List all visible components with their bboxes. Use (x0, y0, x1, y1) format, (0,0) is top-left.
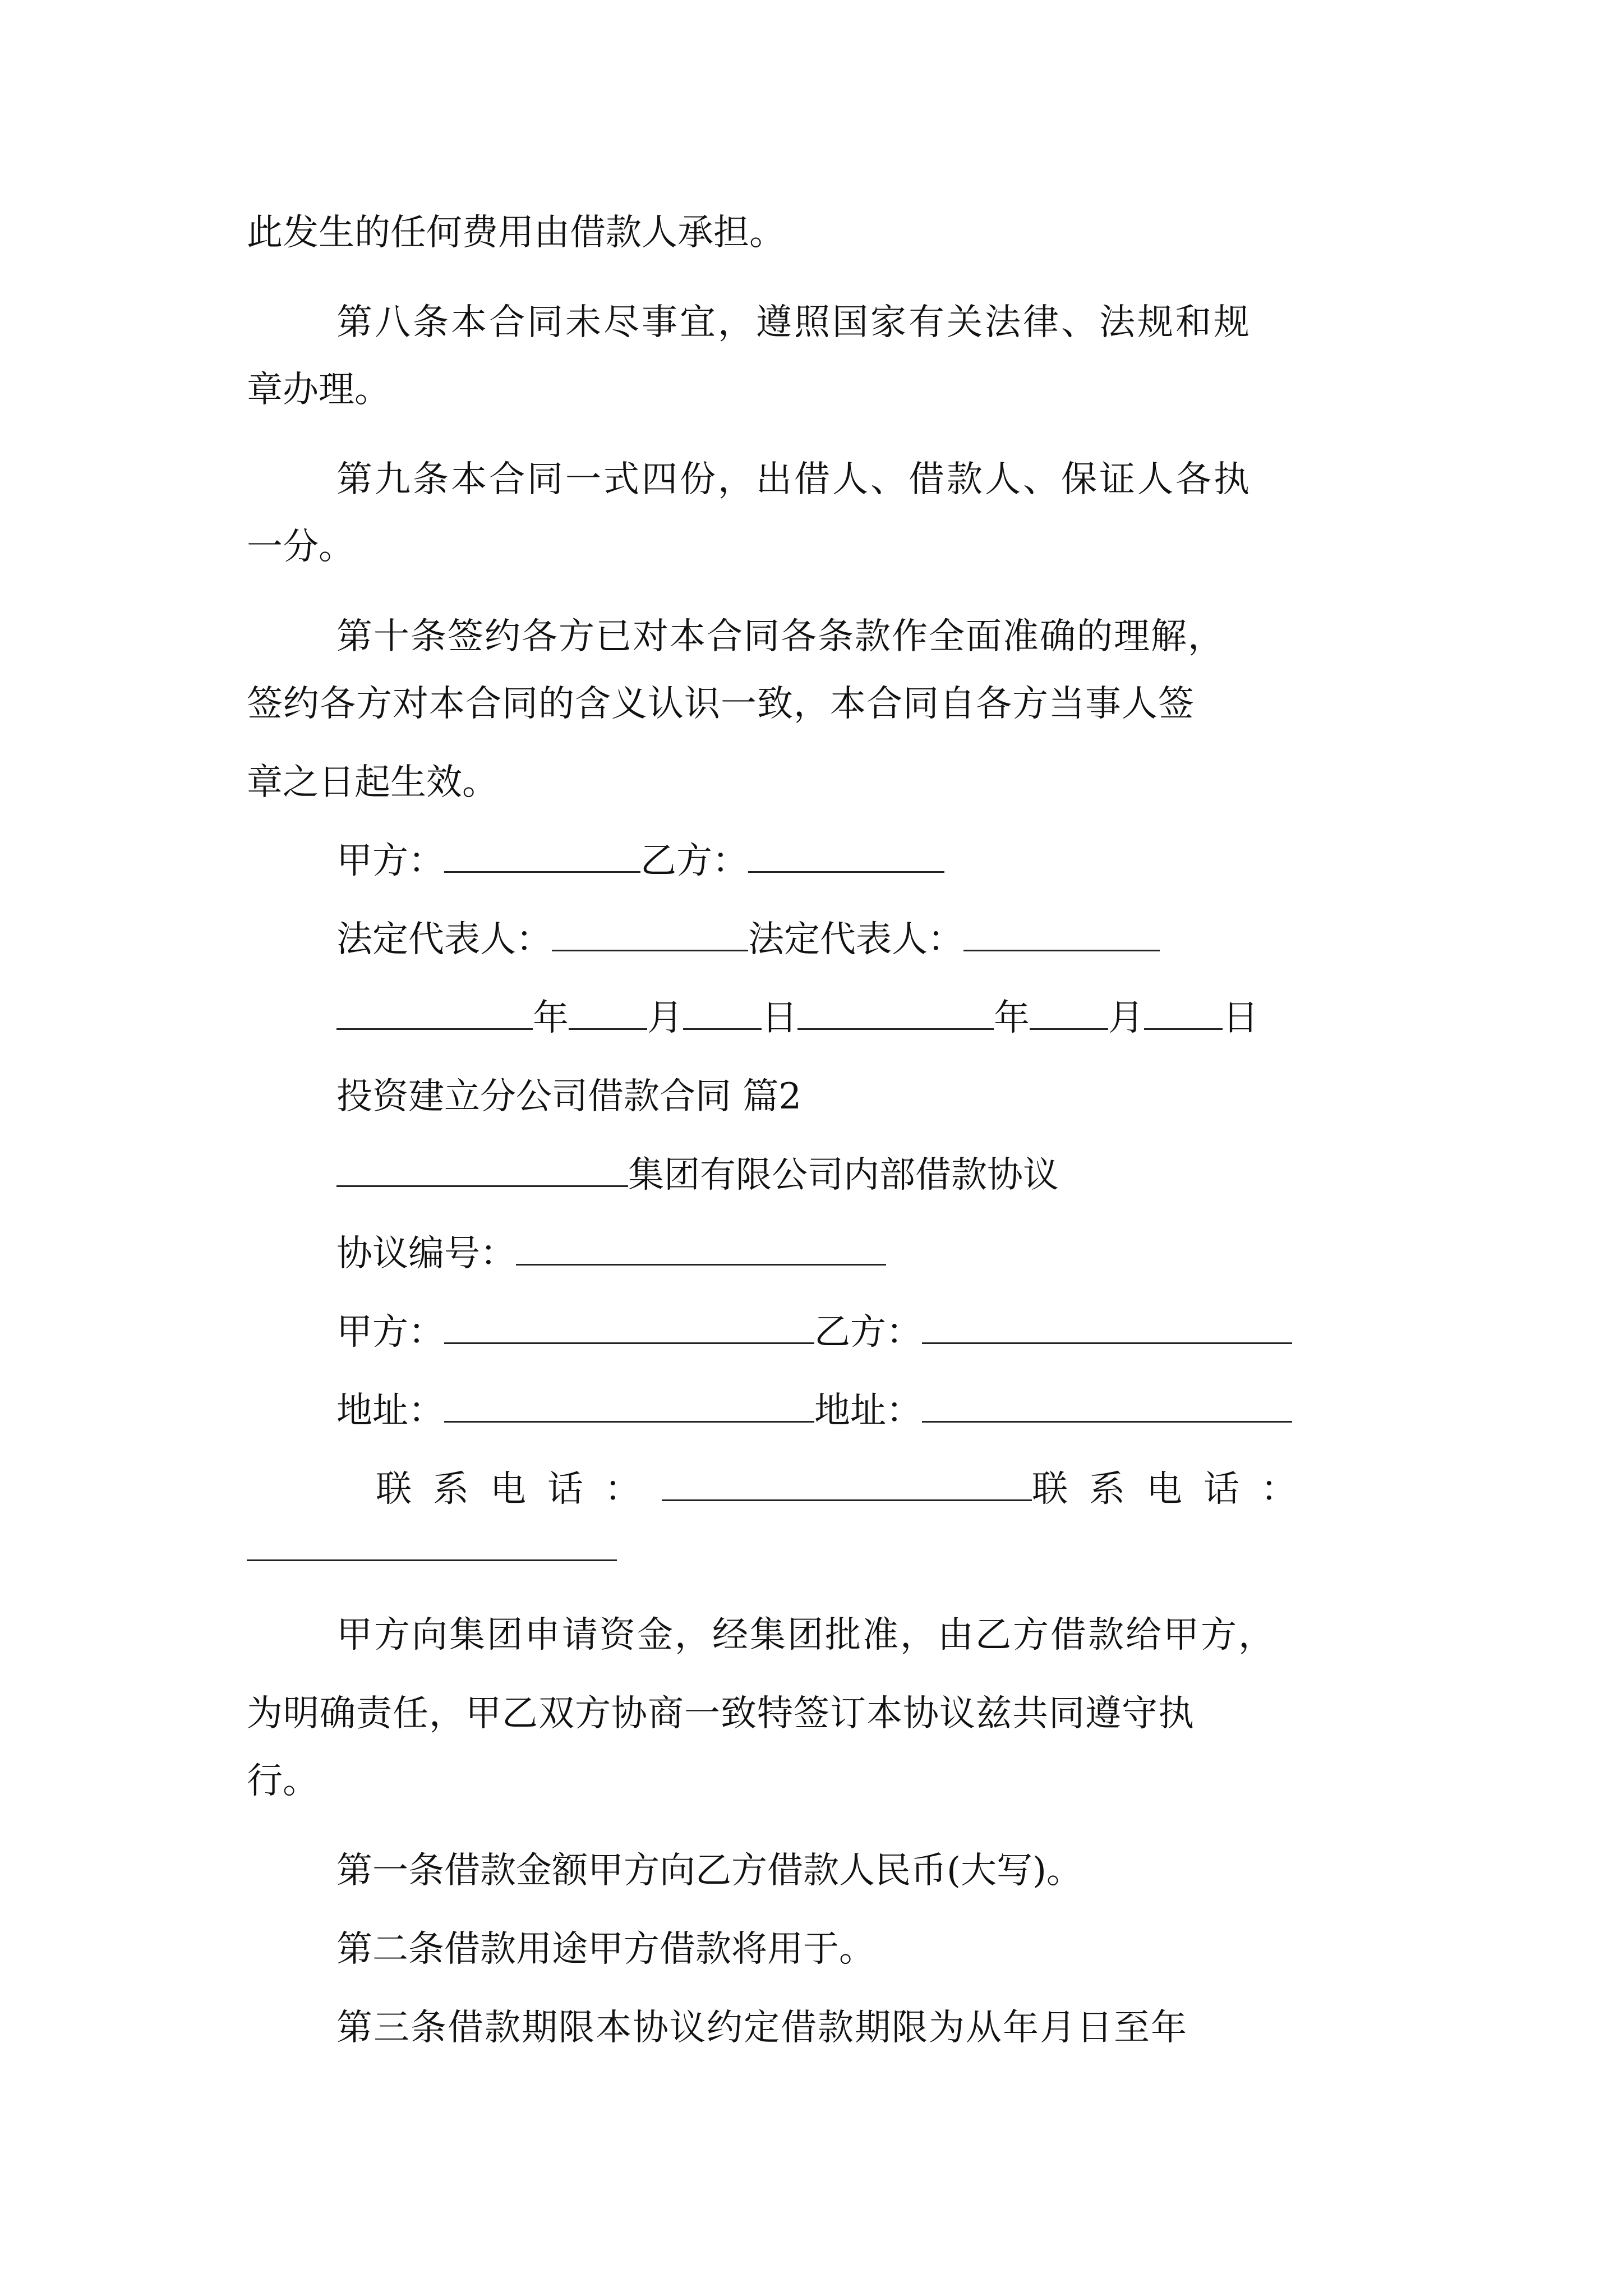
year-b-blank (797, 997, 994, 1030)
legal-rep-b-blank (963, 918, 1160, 951)
month-b-blank (1030, 997, 1108, 1030)
agreement-party-b-label: 乙方： (814, 1312, 922, 1353)
text-line: 此发生的任何费用由借款人承担。 (247, 212, 785, 254)
text-line: 章之日起生效。 (247, 762, 498, 803)
agreement-title-row (336, 1153, 1059, 1198)
text-line: 行。 (247, 1760, 319, 1802)
phone-b-label: 联系电话： (1032, 1469, 1318, 1510)
text-line: 第八条本合同未尽事宜，遵照国家有关法律、法规和规 (336, 302, 1252, 343)
text-line: 为明确责任，甲乙双方协商一致特签订本协议兹共同遵守执 (247, 1693, 1195, 1734)
agreement-phone-row (376, 1467, 1318, 1512)
agreement-party-a-label: 甲方： (336, 1312, 444, 1353)
legal-rep-b-label: 法定代表人： (748, 919, 963, 960)
party-a-blank (444, 840, 640, 873)
agreement-party-a-blank (444, 1311, 814, 1344)
text-line: 第十条签约各方已对本合同各条款作全面准确的理解， (336, 616, 1225, 657)
phone-a-label: 联系电话： (376, 1469, 662, 1510)
agreement-number-label: 协议编号： (336, 1233, 516, 1274)
article-2: 第二条借款用途甲方借款将用于。 (336, 1929, 875, 1970)
agreement-address-row (336, 1388, 1292, 1433)
article-3: 第三条借款期限本协议约定借款期限为从年月日至年 (336, 2007, 1188, 2049)
agreement-party-b-blank (922, 1311, 1292, 1344)
month-label: 月 (1108, 997, 1144, 1039)
address-b-label: 地址： (814, 1390, 922, 1432)
day-label: 日 (762, 997, 797, 1039)
party-b-label: 乙方： (640, 840, 748, 882)
agreement-number-blank (516, 1232, 886, 1266)
month-a-blank (569, 997, 647, 1030)
address-b-blank (922, 1389, 1292, 1423)
article-1: 第一条借款金额甲方向乙方借款人民币(大写)。 (336, 1850, 1082, 1892)
party-a-label: 甲方： (336, 840, 444, 882)
signature-parties-row (336, 839, 944, 884)
month-label: 月 (647, 997, 683, 1039)
text-line: 签约各方对本合同的含义认识一致，本合同自各方当事人签 (247, 683, 1195, 725)
year-label: 年 (533, 997, 569, 1039)
text-line: 甲方向集团申请资金，经集团批准，由乙方借款给甲方， (336, 1614, 1276, 1656)
agreement-number-row (336, 1231, 886, 1276)
address-a-label: 地址： (336, 1390, 444, 1432)
signature-date-row (336, 996, 1258, 1041)
legal-rep-a-label: 法定代表人： (336, 919, 552, 960)
year-label: 年 (994, 997, 1030, 1039)
text-line: 章办理。 (247, 369, 390, 411)
year-a-blank (336, 997, 533, 1030)
text-line: 一分。 (247, 526, 354, 568)
phone-b-blank (247, 1559, 617, 1561)
address-a-blank (444, 1389, 814, 1423)
day-a-blank (683, 997, 762, 1030)
section-title: 投资建立分公司借款合同 篇2 (336, 1076, 802, 1117)
phone-a-blank (662, 1468, 1032, 1501)
day-label: 日 (1223, 997, 1258, 1039)
day-b-blank (1144, 997, 1223, 1030)
party-b-blank (748, 840, 944, 873)
agreement-parties-row (336, 1310, 1292, 1355)
agreement-title: 集团有限公司内部借款协议 (628, 1154, 1059, 1196)
company-name-blank (336, 1154, 628, 1187)
signature-legal-rep-row (336, 917, 1160, 962)
legal-rep-a-blank (552, 918, 748, 951)
text-line: 第九条本合同一式四份，出借人、借款人、保证人各执 (336, 459, 1252, 500)
